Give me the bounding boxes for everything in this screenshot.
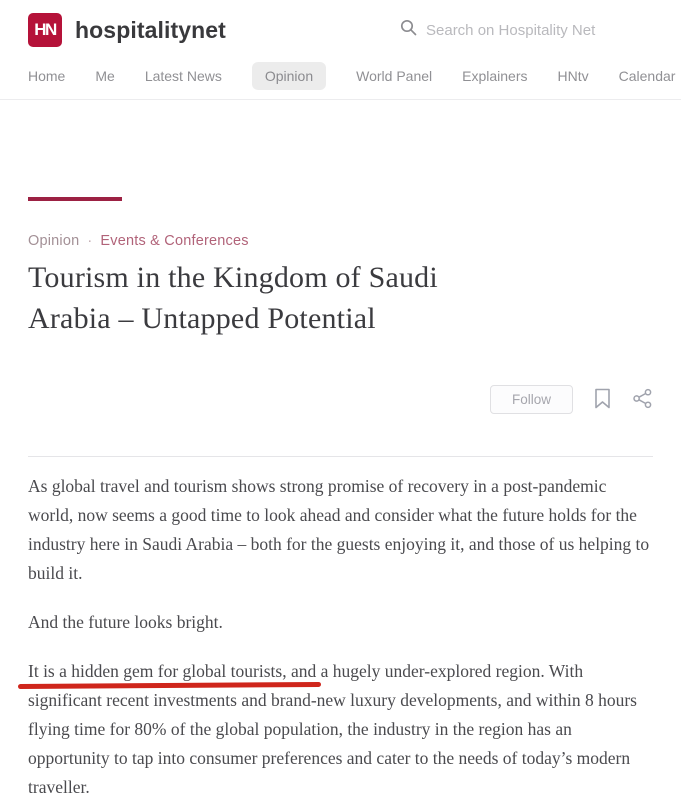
site-search[interactable] [400, 19, 651, 41]
underlined-phrase-text: It is a hidden gem for global tourists, and [28, 661, 317, 681]
nav-item-home[interactable]: Home [28, 68, 66, 84]
paragraph-1: As global travel and tourism shows strong promise of recovery in a post-pandemic world, now seems a good time to look ahead and consider what the future holds for the industry here in Saudi Arabia – both for the guests enjoying it, and those of us helping to build it. [28, 476, 650, 583]
search-icon [400, 19, 417, 41]
breadcrumb-category-events-conferences[interactable]: Events & Conferences [100, 233, 249, 249]
nav-item-opinion[interactable]: Opinion [252, 62, 326, 90]
article-actions [28, 385, 653, 414]
nav-item-latest-news[interactable]: Latest News [144, 68, 222, 84]
nav-item-world-panel[interactable]: World Panel [356, 68, 433, 84]
bookmark-button[interactable] [594, 388, 611, 412]
page-title-line1: Tourism in the Kingdom of Saudi [28, 261, 438, 294]
nav-item-calendar[interactable]: Calendar [618, 68, 676, 84]
share-icon [632, 388, 653, 412]
paragraph-3 [28, 657, 653, 800]
breadcrumb-separator: · [87, 233, 93, 249]
nav-item-me[interactable]: Me [95, 68, 115, 84]
main-nav [28, 62, 681, 99]
paragraph-2: And the future looks bright. [28, 612, 223, 632]
underlined-phrase [28, 661, 316, 681]
article-body [28, 472, 653, 800]
hn-logo-initials: HN [34, 20, 56, 39]
share-button[interactable] [632, 388, 653, 412]
nav-item-explainers[interactable]: Explainers [462, 68, 528, 84]
breadcrumb-section-opinion[interactable]: Opinion [28, 233, 80, 249]
breadcrumb [28, 233, 653, 249]
search-input[interactable] [426, 22, 651, 39]
follow-button[interactable]: Follow [490, 385, 573, 414]
hn-logo[interactable] [28, 13, 62, 47]
paragraph-3-rest: a hugely under-explored region. With significant recent investments and brand-new luxury developments, and within 8 hours flying time for 80% of the global population, the industry in the region has an opportunity to tap into consumer preferences and cater to the needs of today’s modern traveller. [28, 661, 637, 797]
page-title [28, 257, 653, 339]
page-title-line2: Arabia – Untapped Potential [28, 302, 376, 335]
bookmark-icon [594, 388, 611, 412]
content-divider [28, 456, 653, 457]
site-header [0, 0, 681, 48]
accent-bar [28, 197, 122, 201]
brand-wordmark[interactable]: hospitalitynet [75, 16, 226, 43]
red-annotation-underline [18, 682, 321, 689]
article-main [0, 197, 681, 800]
nav-item-hntv[interactable]: HNtv [557, 68, 589, 84]
header-divider [0, 99, 681, 100]
